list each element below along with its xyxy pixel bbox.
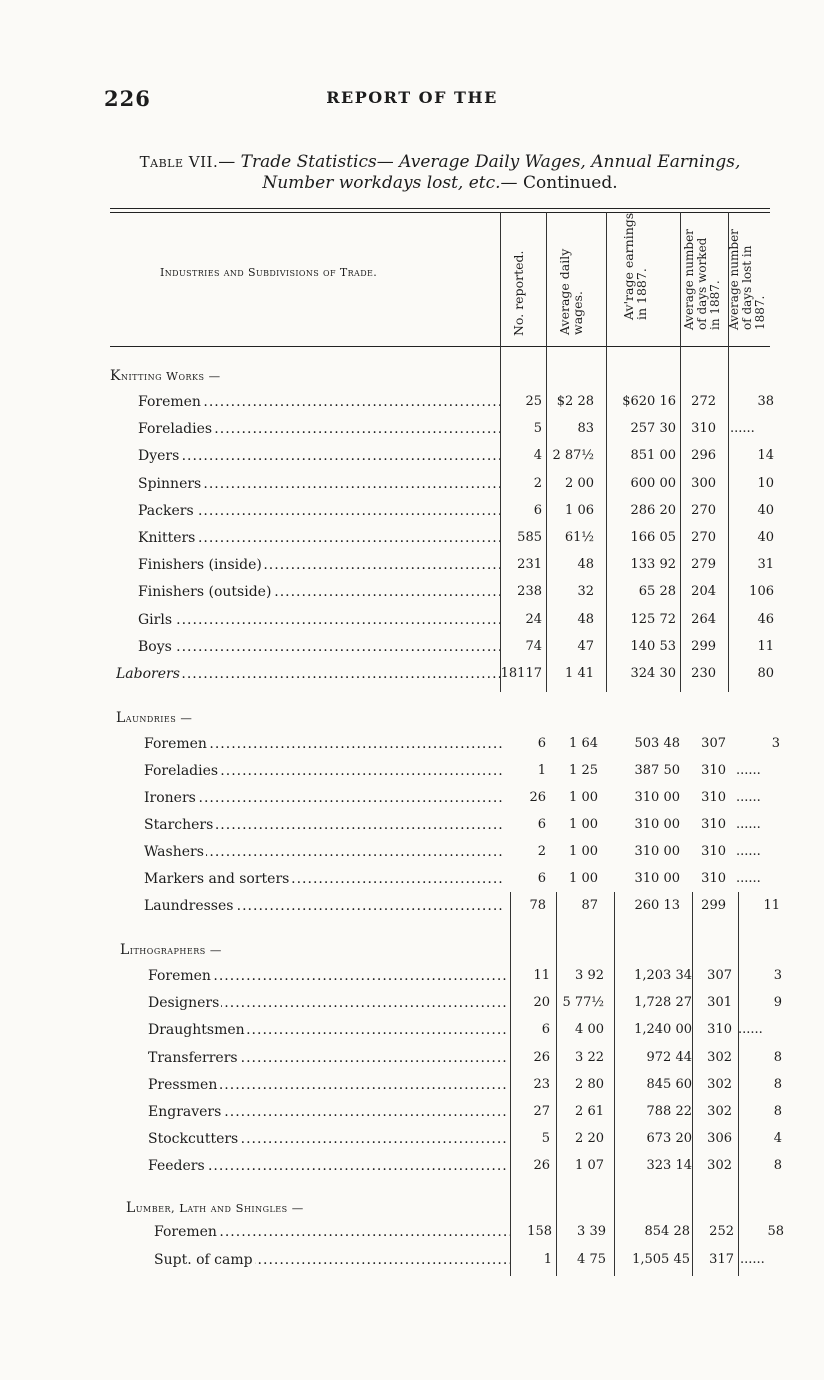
cell-no: 26 xyxy=(533,1049,550,1065)
cell-no: 6 xyxy=(541,1022,550,1038)
cell-no: 4 xyxy=(533,448,542,464)
cell-no: 74 xyxy=(525,638,542,654)
row-label: Girls xyxy=(138,611,173,628)
cell-worked: 310 xyxy=(701,844,726,859)
cell-earnings: 851 00 xyxy=(630,448,676,464)
cell-no: 585 xyxy=(517,530,542,545)
caption-continued: Continued. xyxy=(522,173,618,193)
cell-worked: 299 xyxy=(691,638,716,654)
table-row xyxy=(0,474,824,494)
section-title: Lithographers — xyxy=(120,942,222,958)
cell-lost: 14 xyxy=(757,448,774,464)
cell-lost: 40 xyxy=(757,502,774,518)
table-caption: Table VII.— Trade Statistics— Average Daily Wages, Annual Earnings, Number workdays lost, etc.— Continued. xyxy=(139,152,741,193)
row-label: Draughtsmen xyxy=(148,1022,245,1039)
row-label: Packers xyxy=(138,502,194,519)
cell-lost: 8 xyxy=(773,1049,782,1065)
row-label: Feeders xyxy=(148,1158,205,1175)
cell-lost: 46 xyxy=(757,611,774,627)
cell-earnings: 845 60 xyxy=(646,1076,692,1092)
cell-earnings: 854 28 xyxy=(644,1224,690,1239)
cell-no: 11 xyxy=(533,968,550,983)
row-label: Laborers xyxy=(116,666,180,682)
cell-lost: 40 xyxy=(757,530,774,545)
cell-wages: 3 22 xyxy=(575,1049,604,1065)
cell-lost: ...... xyxy=(736,871,761,886)
row-label: Finishers (outside) xyxy=(138,584,272,601)
cell-wages: 5 77½ xyxy=(562,995,604,1011)
table-row xyxy=(0,1102,824,1122)
table-row xyxy=(0,501,824,521)
cell-no: 1 xyxy=(537,763,546,778)
cell-wages: 87 xyxy=(581,898,598,913)
row-label: Finishers (inside) xyxy=(138,557,262,574)
cell-worked: 310 xyxy=(701,871,726,886)
cell-earnings: 310 00 xyxy=(634,790,680,805)
cell-wages: 2 00 xyxy=(565,475,594,491)
table-row xyxy=(0,1020,824,1040)
cell-no: 1 xyxy=(543,1252,552,1267)
caption-title-1: Trade Statistics xyxy=(240,152,377,172)
cell-no: 2 xyxy=(533,475,542,491)
table-row xyxy=(0,734,824,754)
header-industries: Industries and Subdivisions of Trade. xyxy=(160,266,378,279)
cell-worked: 302 xyxy=(707,1076,732,1092)
cell-wages: 1 00 xyxy=(569,790,598,805)
cell-worked: 310 xyxy=(701,790,726,805)
cell-earnings: 324 30 xyxy=(630,666,676,681)
row-label: Transferrers xyxy=(148,1049,238,1066)
row-label: Designers xyxy=(148,995,220,1012)
cell-earnings: 503 48 xyxy=(634,736,680,751)
cell-earnings: 125 72 xyxy=(630,611,676,627)
cell-earnings: 1,728 27 xyxy=(634,995,692,1011)
cell-lost: 8 xyxy=(773,1158,782,1174)
table-row xyxy=(0,419,824,439)
cell-worked: 301 xyxy=(707,995,732,1011)
row-label: Foremen xyxy=(148,968,211,984)
cell-earnings: 788 22 xyxy=(646,1104,692,1119)
cell-lost: ...... xyxy=(736,763,761,778)
cell-earnings: 387 50 xyxy=(634,763,680,778)
section-title: Knitting Works — xyxy=(110,368,221,384)
cell-earnings: 1,505 45 xyxy=(632,1252,690,1267)
cell-lost: 11 xyxy=(757,638,774,654)
cell-no: 27 xyxy=(533,1104,550,1119)
table-row xyxy=(0,1048,824,1068)
header-avg-days-worked: Average number of days worked in 1887. xyxy=(682,229,722,330)
row-label: Foreladies xyxy=(138,421,213,438)
cell-earnings: 1,203 34 xyxy=(634,968,692,983)
cell-no: 6 xyxy=(537,817,546,832)
cell-worked: 310 xyxy=(691,421,716,437)
header-no-reported: No. reported. xyxy=(511,250,526,336)
row-label: Laundresses xyxy=(144,898,234,914)
table-row xyxy=(0,869,824,889)
cell-no: 20 xyxy=(533,995,550,1011)
row-label: Dyers xyxy=(138,448,180,465)
table-row xyxy=(0,664,824,684)
cell-earnings: 286 20 xyxy=(630,502,676,518)
cell-no: 6 xyxy=(537,871,546,886)
cell-no: 5 xyxy=(541,1131,550,1147)
cell-no: 26 xyxy=(533,1158,550,1174)
cell-wages: 1 00 xyxy=(569,817,598,832)
table-row xyxy=(0,555,824,575)
cell-lost: ...... xyxy=(736,844,761,859)
cell-wages: 83 xyxy=(577,421,594,437)
cell-wages: 1 25 xyxy=(569,763,598,778)
cell-lost: 106 xyxy=(749,584,774,600)
cell-worked: 264 xyxy=(691,611,716,627)
cell-worked: 272 xyxy=(691,394,716,409)
row-label: Washers xyxy=(144,844,204,860)
cell-no: 6 xyxy=(537,736,546,751)
cell-wages: 3 92 xyxy=(575,968,604,983)
cell-lost: 38 xyxy=(757,394,774,409)
cell-earnings: 972 44 xyxy=(646,1049,692,1065)
cell-lost: 9 xyxy=(773,995,782,1011)
table-row xyxy=(0,392,824,412)
cell-wages: 2 20 xyxy=(575,1131,604,1147)
cell-wages: 1 00 xyxy=(569,844,598,859)
section-title: Lumber, Lath and Shingles — xyxy=(126,1200,304,1216)
header-avg-days-lost: Average number of days lost in 1887. xyxy=(727,229,767,330)
cell-worked: 270 xyxy=(691,502,716,518)
caption-title-3: Number workdays lost, etc. xyxy=(262,173,501,193)
cell-earnings: 310 00 xyxy=(634,871,680,886)
table-row xyxy=(0,1129,824,1149)
table-row xyxy=(0,993,824,1013)
table-label: Table VII. xyxy=(139,153,219,171)
table-row xyxy=(0,1250,824,1270)
cell-earnings: 310 00 xyxy=(634,817,680,832)
row-label: Pressmen xyxy=(148,1076,218,1093)
row-label: Spinners xyxy=(138,475,202,492)
header-bottom-rule xyxy=(110,346,770,347)
cell-wages: 2 61 xyxy=(575,1104,604,1119)
cell-lost: 10 xyxy=(757,475,774,491)
cell-no: 23 xyxy=(533,1076,550,1092)
cell-wages: 47 xyxy=(577,638,594,654)
table-row xyxy=(0,788,824,808)
cell-no: 238 xyxy=(517,584,542,600)
cell-lost: 3 xyxy=(771,736,780,751)
row-label: Markers and sorters xyxy=(144,871,290,887)
header-avg-daily-wages: Average daily wages. xyxy=(557,248,585,335)
cell-wages: 2 87½ xyxy=(552,448,594,464)
cell-lost: 8 xyxy=(773,1076,782,1092)
table-row xyxy=(0,896,824,916)
cell-worked: 302 xyxy=(707,1104,732,1119)
row-label: Foremen xyxy=(138,394,201,410)
cell-wages: 4 75 xyxy=(577,1252,606,1267)
cell-wages: $2 28 xyxy=(556,394,594,409)
cell-no: 5 xyxy=(533,421,542,437)
table-row xyxy=(0,966,824,986)
cell-earnings: 1,240 00 xyxy=(634,1022,692,1038)
cell-earnings: 600 00 xyxy=(630,475,676,491)
cell-no: 6 xyxy=(533,502,542,518)
cell-lost: 4 xyxy=(773,1131,782,1147)
cell-earnings: 140 53 xyxy=(630,638,676,654)
row-label: Foreladies xyxy=(144,763,219,779)
table-row xyxy=(0,528,824,548)
row-label: Foremen xyxy=(144,736,207,752)
cell-worked: 302 xyxy=(707,1049,732,1065)
cell-lost: 8 xyxy=(773,1104,782,1119)
cell-no: 231 xyxy=(517,557,542,573)
header-avg-earnings: Av'rage earnings in 1887. xyxy=(621,212,649,320)
row-label: Supt. of camp xyxy=(154,1252,253,1268)
cell-wages: 48 xyxy=(577,611,594,627)
table-row xyxy=(0,582,824,602)
cell-lost: ...... xyxy=(736,817,761,832)
cell-worked: 307 xyxy=(707,968,732,983)
caption-title-2: Average Daily Wages, Annual Earnings, xyxy=(399,152,741,172)
cell-no: 78 xyxy=(529,898,546,913)
table-top-rule-1 xyxy=(110,208,770,209)
cell-worked: 252 xyxy=(709,1224,734,1239)
cell-earnings: 257 30 xyxy=(630,421,676,437)
row-label: Ironers xyxy=(144,790,196,806)
cell-lost: 58 xyxy=(767,1224,784,1239)
cell-wages: 1 00 xyxy=(569,871,598,886)
row-label: Boys xyxy=(138,638,172,655)
cell-earnings: 673 20 xyxy=(646,1131,692,1147)
cell-worked: 230 xyxy=(691,666,716,681)
cell-wages: 48 xyxy=(577,557,594,573)
table-row xyxy=(0,761,824,781)
row-label: Foremen xyxy=(154,1224,217,1240)
table-row xyxy=(0,610,824,630)
cell-wages: 1 64 xyxy=(569,736,598,751)
cell-no: 26 xyxy=(529,790,546,805)
cell-worked: 310 xyxy=(707,1022,732,1038)
cell-lost: 31 xyxy=(757,557,774,573)
cell-wages: 2 80 xyxy=(575,1076,604,1092)
cell-worked: 302 xyxy=(707,1158,732,1174)
cell-lost: ...... xyxy=(730,421,755,437)
cell-wages: 32 xyxy=(577,584,594,600)
cell-earnings: $620 16 xyxy=(622,394,676,409)
cell-worked: 299 xyxy=(701,898,726,913)
cell-no: 25 xyxy=(525,394,542,409)
page-number: 226 xyxy=(104,86,151,111)
table-row xyxy=(0,1222,824,1242)
section-title: Laundries — xyxy=(116,710,193,726)
cell-wages: 1 41 xyxy=(565,666,594,681)
cell-earnings: 323 14 xyxy=(646,1158,692,1174)
cell-wages: 61½ xyxy=(564,530,594,545)
cell-earnings: 65 28 xyxy=(638,584,676,600)
table-row xyxy=(0,1075,824,1095)
cell-lost: 3 xyxy=(773,968,782,983)
cell-earnings: 260 13 xyxy=(634,898,680,913)
table-row xyxy=(0,815,824,835)
cell-lost: ...... xyxy=(740,1252,765,1267)
cell-no: 24 xyxy=(525,611,542,627)
row-label: Engravers xyxy=(148,1104,222,1120)
cell-worked: 300 xyxy=(691,475,716,491)
running-head: REPORT OF THE xyxy=(326,88,498,107)
cell-wages: 3 39 xyxy=(577,1224,606,1239)
cell-worked: 317 xyxy=(709,1252,734,1267)
cell-worked: 204 xyxy=(691,584,716,600)
row-label: Stockcutters xyxy=(148,1131,239,1148)
cell-wages: 4 00 xyxy=(575,1022,604,1038)
cell-wages: 1 07 xyxy=(575,1158,604,1174)
cell-no: 2 xyxy=(537,844,546,859)
table-row xyxy=(0,1156,824,1176)
cell-earnings: 310 00 xyxy=(634,844,680,859)
cell-worked: 296 xyxy=(691,448,716,464)
cell-lost: ...... xyxy=(736,790,761,805)
cell-worked: 310 xyxy=(701,763,726,778)
cell-no: 158 xyxy=(527,1224,552,1239)
cell-worked: 310 xyxy=(701,817,726,832)
cell-no: 18117 xyxy=(500,666,542,681)
cell-worked: 279 xyxy=(691,557,716,573)
cell-lost: 80 xyxy=(757,666,774,681)
cell-lost: ...... xyxy=(738,1022,763,1038)
cell-worked: 306 xyxy=(707,1131,732,1147)
table-row xyxy=(0,637,824,657)
table-row xyxy=(0,446,824,466)
cell-worked: 270 xyxy=(691,530,716,545)
cell-lost: 11 xyxy=(763,898,780,913)
cell-worked: 307 xyxy=(701,736,726,751)
row-label: Starchers xyxy=(144,817,214,833)
cell-earnings: 166 05 xyxy=(630,530,676,545)
cell-wages: 1 06 xyxy=(565,502,594,518)
cell-earnings: 133 92 xyxy=(630,557,676,573)
row-label: Knitters xyxy=(138,530,196,546)
table-top-rule-2 xyxy=(110,212,770,213)
table-row xyxy=(0,842,824,862)
